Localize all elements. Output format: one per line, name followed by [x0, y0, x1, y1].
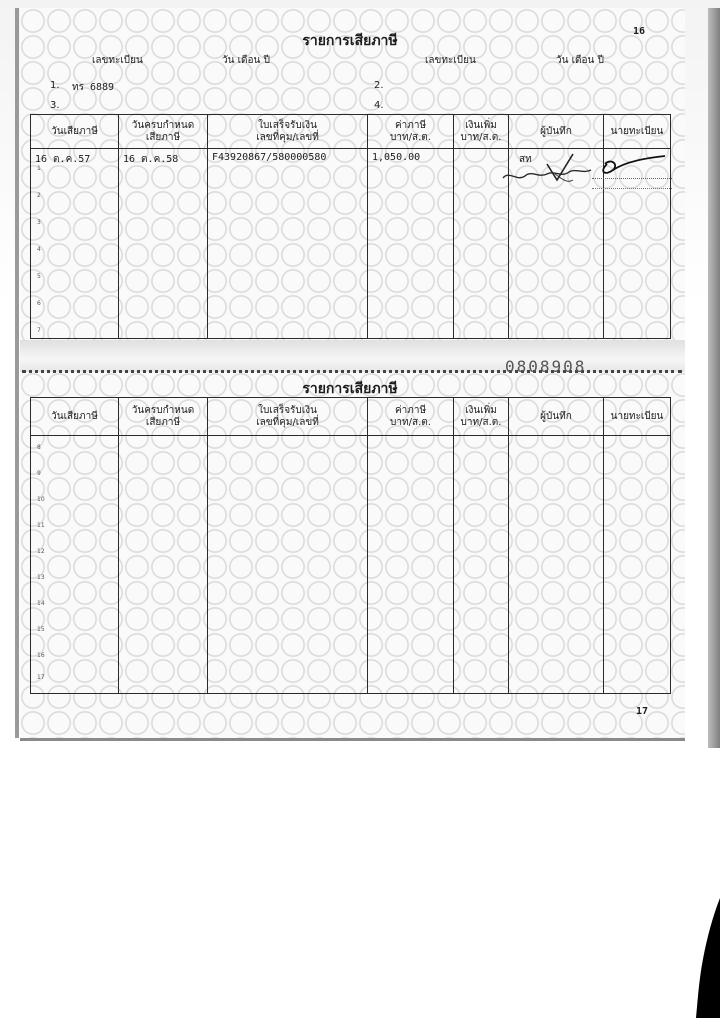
- reg-entry-no-3: 3.: [50, 100, 60, 111]
- cell-surcharge: [454, 436, 509, 694]
- row-number: 12: [37, 548, 45, 555]
- reg-label-right: เลขทะเบียน: [425, 55, 476, 66]
- row-number: 1: [37, 165, 41, 172]
- row-number: 2: [37, 192, 41, 199]
- header-tax-amount: ค่าภาษี บาท/ส.ต.: [368, 398, 454, 436]
- lower-section-title: รายการเสียภาษี: [302, 381, 398, 397]
- cell-due-date: 16 ต.ค.58: [119, 149, 208, 339]
- header-tax-date: วันเสียภาษี: [31, 398, 119, 436]
- reg-label-left: เลขทะเบียน: [92, 55, 143, 66]
- cell-registrar: [604, 436, 671, 694]
- row-number: 9: [37, 470, 41, 477]
- upper-row-numbers: [37, 165, 45, 345]
- cell-tax-amount: [368, 436, 454, 694]
- row-number: 15: [37, 626, 45, 633]
- row-number: 16: [37, 652, 45, 659]
- header-receipt: ใบเสร็จรับเงิน เลขที่คุม/เลขที่: [208, 115, 368, 149]
- page-number-top: 16: [633, 26, 646, 37]
- registrar-stamp: [592, 170, 672, 189]
- header-due-date: วันครบกำหนด เสียภาษี: [119, 115, 208, 149]
- cell-tax-date: 16 ต.ค.57: [31, 149, 119, 339]
- reg-entry-no-4: 4.: [374, 100, 384, 111]
- header-surcharge: เงินเพิ่ม บาท/ส.ต.: [454, 398, 509, 436]
- scan-corner-mark: [694, 898, 720, 1018]
- header-surcharge: เงินเพิ่ม บาท/ส.ต.: [454, 115, 509, 149]
- header-recorder: ผู้บันทึก: [509, 115, 604, 149]
- cell-tax-amount: 1,050.00: [368, 149, 454, 339]
- row-number: 5: [37, 273, 41, 280]
- row-number: 11: [37, 522, 45, 529]
- cell-due-date: [119, 436, 208, 694]
- lower-row-numbers: [37, 444, 47, 684]
- date-label-right: วัน เดือน ปี: [556, 55, 604, 66]
- row-number: 8: [37, 444, 41, 451]
- header-due-date: วันครบกำหนด เสียภาษี: [119, 398, 208, 436]
- header-recorder: ผู้บันทึก: [509, 398, 604, 436]
- date-label-left: วัน เดือน ปี: [222, 55, 270, 66]
- table-header-row: [31, 398, 671, 436]
- header-receipt: ใบเสร็จรับเงิน เลขที่คุม/เลขที่: [208, 398, 368, 436]
- page-left-edge: [15, 8, 19, 738]
- table-header-row: [31, 115, 671, 149]
- reg-entry-no-1: 1.: [50, 80, 60, 91]
- row-number: 7: [37, 327, 41, 334]
- header-tax-amount: ค่าภาษี บาท/ส.ต.: [368, 115, 454, 149]
- table-row: [31, 436, 671, 694]
- row-number: 6: [37, 300, 41, 307]
- section-title: รายการเสียภาษี: [302, 33, 398, 49]
- reg-entry-no-2: 2.: [374, 80, 384, 91]
- tax-table-lower: [30, 397, 671, 694]
- cell-recorder: สท: [509, 149, 604, 339]
- reg-entry-value-1: ทร 6889: [72, 82, 115, 93]
- header-registrar: นายทะเบียน: [604, 115, 671, 149]
- faded-stamp-number: 0808908: [505, 357, 587, 376]
- row-number: 14: [37, 600, 45, 607]
- row-number: 10: [37, 496, 45, 503]
- row-number: 3: [37, 219, 41, 226]
- row-number: 17: [37, 674, 45, 681]
- page-right-edge: [708, 8, 720, 748]
- cell-receipt: [208, 436, 368, 694]
- row-number: 13: [37, 574, 45, 581]
- cell-receipt: F43920867/580000580: [208, 149, 368, 339]
- row-number: 4: [37, 246, 41, 253]
- header-tax-date: วันเสียภาษี: [31, 115, 119, 149]
- header-registrar: นายทะเบียน: [604, 398, 671, 436]
- cell-recorder: [509, 436, 604, 694]
- page-number-bottom: 17: [636, 706, 649, 717]
